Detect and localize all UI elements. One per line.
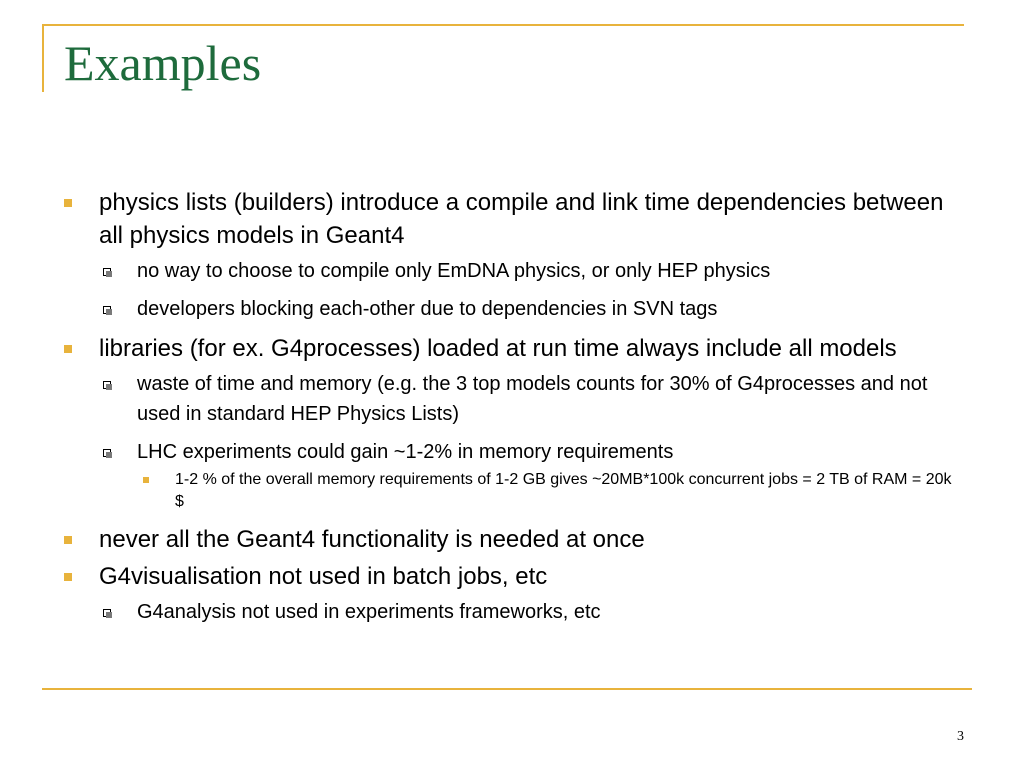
sub-bullet-text: developers blocking each-other due to dependencies in SVN tags: [137, 298, 718, 320]
square-bullet-icon: [64, 573, 72, 581]
bullet-text: never all the Geant4 functionality is needed at once: [99, 526, 645, 553]
bullet-text: libraries (for ex. G4processes) loaded at run time always include all models: [99, 335, 897, 362]
sub-bullet-item: [99, 597, 960, 627]
small-square-bullet-icon: [143, 477, 149, 483]
bullet-item: [60, 332, 960, 365]
sub-bullet-item: [99, 369, 960, 429]
frame-top-line: [42, 24, 964, 26]
shadow-box-bullet-icon: [103, 609, 111, 617]
shadow-box-bullet-icon: [103, 306, 111, 314]
sub-sub-bullet-text: 1-2 % of the overall memory requirements of 1-2 GB gives ~20MB*100k concurrent jobs = 2 TB of RAM = 20k $: [175, 471, 952, 510]
sub-bullet-text: LHC experiments could gain ~1-2% in memory requirements: [137, 441, 674, 463]
shadow-box-bullet-icon: [103, 449, 111, 457]
shadow-box-bullet-icon: [103, 268, 111, 276]
sub-bullet-item: [99, 437, 960, 467]
bullet-item: [60, 560, 960, 593]
sub-sub-bullet-item: [137, 469, 960, 513]
square-bullet-icon: [64, 345, 72, 353]
shadow-box-bullet-icon: [103, 381, 111, 389]
bullet-item: [60, 186, 960, 252]
slide-title: Examples: [64, 35, 262, 91]
bullet-text: physics lists (builders) introduce a compile and link time dependencies between all physics models in Geant4: [99, 189, 944, 249]
bullet-item: [60, 523, 960, 556]
sub-bullet-text: G4analysis not used in experiments frameworks, etc: [137, 601, 601, 623]
sub-bullet-text: no way to choose to compile only EmDNA physics, or only HEP physics: [137, 260, 771, 282]
frame-left-line: [42, 24, 44, 92]
page-number: 3: [957, 729, 964, 744]
slide-content: [60, 186, 960, 635]
frame-bottom-line: [42, 688, 972, 690]
square-bullet-icon: [64, 199, 72, 207]
bullet-text: G4visualisation not used in batch jobs, etc: [99, 563, 548, 590]
square-bullet-icon: [64, 536, 72, 544]
sub-bullet-item: [99, 256, 960, 286]
sub-bullet-text: waste of time and memory (e.g. the 3 top models counts for 30% of G4processes and not used in standard HEP Physics Lists): [137, 373, 928, 425]
sub-bullet-item: [99, 294, 960, 324]
